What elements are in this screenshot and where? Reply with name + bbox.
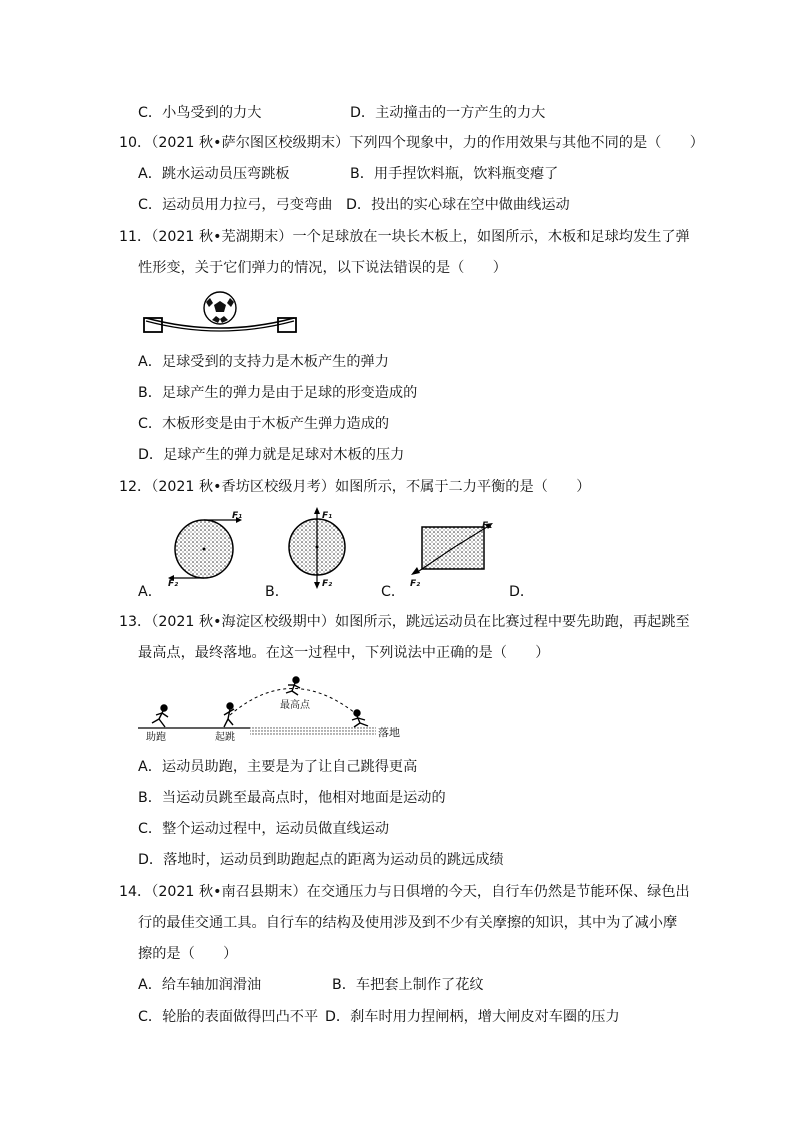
q9-option-c: C．小鸟受到的力大 [138, 105, 262, 121]
q12-c-force-f1-label: F₁ [482, 521, 493, 531]
q12-c-force-f2-label: F₂ [410, 579, 421, 589]
q11-stem-line2: 性形变，关于它们弹力的情况，以下说法错误的是（ ） [138, 260, 507, 276]
q10-option-b: B．用手捏饮料瓶，饮料瓶变瘪了 [350, 166, 559, 182]
q11-stem-line1: 11．（2021 秋•芜湖期末）一个足球放在一块长木板上，如图所示，木板和足球均发生了弹 [119, 229, 690, 245]
q10-option-d: D．投出的实心球在空中做曲线运动 [346, 197, 570, 213]
q12-b-force-f1-label: F₁ [322, 511, 333, 521]
q13-label-run: 助跑 [146, 732, 166, 743]
q11-option-a: A．足球受到的支持力是木板产生的弹力 [138, 354, 389, 370]
q14-option-c: C．轮胎的表面做得凹凸不平 [138, 1009, 319, 1025]
q14-stem-line1: 14．（2021 秋•南召县期末）在交通压力与日俱增的今天，自行车仍然是节能环保、绿色出 [119, 884, 690, 900]
landing-jumper-icon [352, 710, 368, 727]
q12-a-force-f1-label: F₁ [232, 511, 243, 521]
q10-option-c: C．运动员用力拉弓，弓变弯曲 [138, 197, 333, 213]
q13-label-land: 落地 [378, 726, 400, 739]
q9-option-d: D．主动撞击的一方产生的力大 [350, 105, 546, 121]
q10-option-a: A．跳水运动员压弯跳板 [138, 166, 290, 182]
q12-option-a: A． [138, 584, 162, 600]
q12-a-force-f2-label: F₂ [168, 579, 179, 589]
q11-option-d: D．足球产生的弹力就是足球对木板的压力 [138, 447, 405, 463]
q13-label-top: 最高点 [280, 700, 310, 711]
q13-option-b: B．当运动员跳至最高点时，他相对地面是运动的 [138, 790, 446, 806]
runner-icon [152, 705, 168, 727]
q13-option-c: C．整个运动过程中，运动员做直线运动 [138, 821, 390, 837]
q13-stem-line2: 最高点，最终落地。在这一过程中，下列说法中正确的是（ ） [138, 645, 550, 661]
q11-football-board-figure [138, 290, 303, 338]
q14-stem-line2: 行的最佳交通工具。自行车的结构及使用涉及到不少有关摩擦的知识，其中为了减小摩 [138, 915, 678, 931]
q14-option-a: A．给车轴加润滑油 [138, 977, 262, 993]
q12-stem: 12．（2021 秋•香坊区校级月考）如图所示，不属于二力平衡的是（ ） [119, 479, 591, 495]
q11-option-b: B．足球产生的弹力是由于足球的形变造成的 [138, 385, 418, 401]
q13-label-jump: 起跳 [215, 732, 235, 743]
q14-option-d: D．刹车时用力捏闸柄，增大闸皮对车圈的压力 [325, 1009, 620, 1025]
apex-jumper-icon [286, 677, 300, 695]
q14-stem-line3: 擦的是（ ） [138, 946, 238, 962]
takeoff-jumper-icon [224, 703, 234, 727]
q13-long-jump-figure [138, 673, 408, 743]
q13-option-a: A．运动员助跑，主要是为了让自己跳得更高 [138, 759, 418, 775]
q12-option-b: B． [265, 584, 289, 600]
q10-stem: 10．（2021 秋•萨尔图区校级期末）下列四个现象中，力的作用效果与其他不同的是（ ） [119, 135, 704, 151]
q11-option-c: C．木板形变是由于木板产生弹力造成的 [138, 416, 390, 432]
q12-figure-b [285, 505, 355, 595]
q12-option-d: D． [509, 584, 535, 600]
q13-stem-line1: 13．（2021 秋•海淀区校级期中）如图所示，跳远运动员在比赛过程中要先助跑，再起跳至 [119, 614, 690, 630]
q14-option-b: B．车把套上制作了花纹 [332, 977, 484, 993]
football-icon [204, 292, 236, 324]
q12-option-c: C． [381, 584, 406, 600]
sand-pit [250, 726, 376, 736]
q13-option-d: D．落地时，运动员到助跑起点的距离为运动员的跳远成绩 [138, 852, 504, 868]
q12-b-force-f2-label: F₂ [322, 579, 333, 589]
